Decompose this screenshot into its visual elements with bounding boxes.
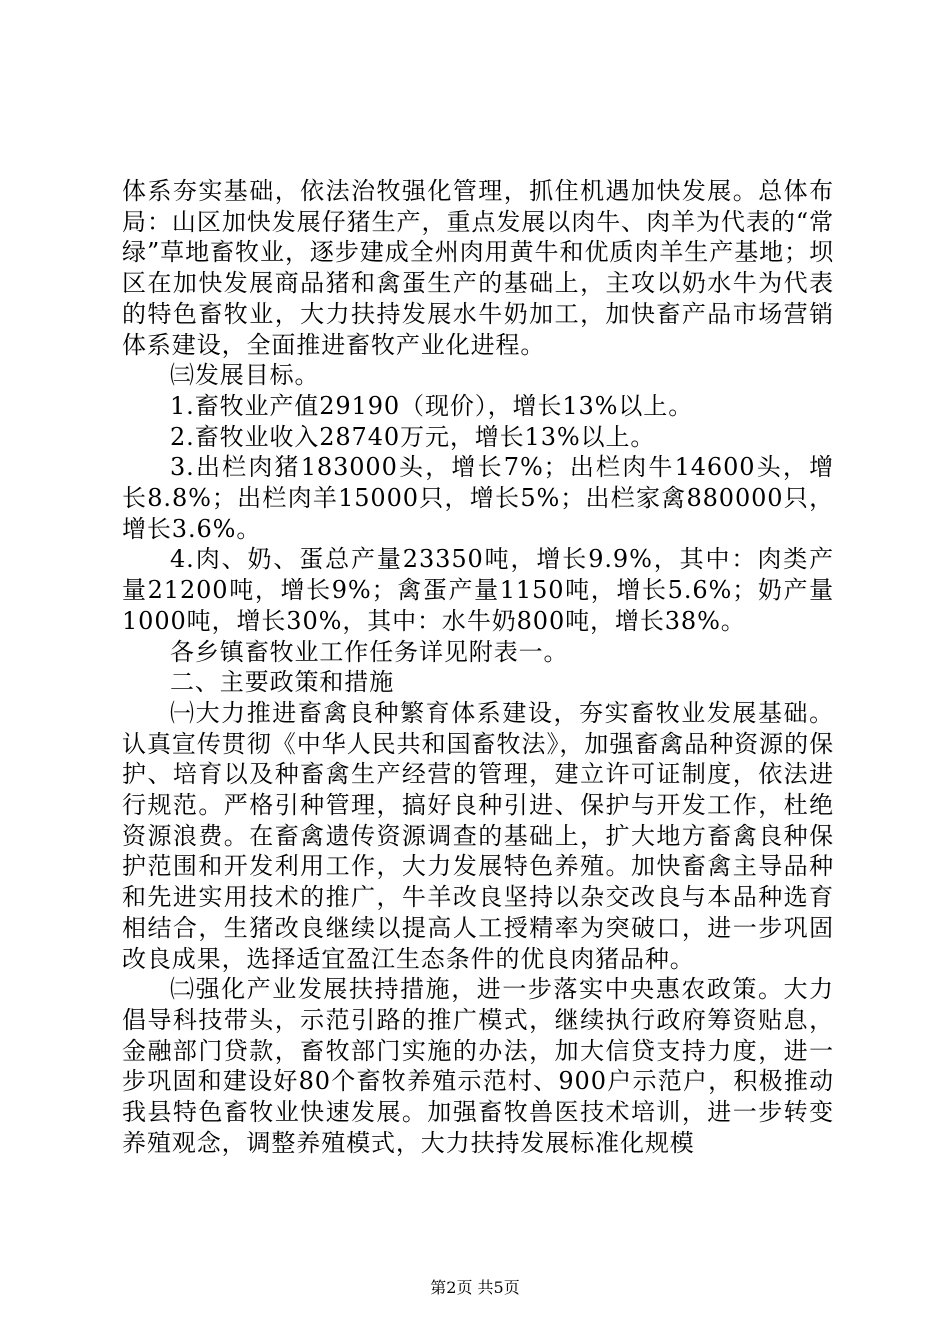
heading-policies-measures: 二、主要政策和措施	[170, 668, 395, 697]
heading-development-goals: ㈢发展目标。	[170, 361, 320, 390]
paragraph-industry-support: ㈡强化产业发展扶持措施，进一步落实中央惠农政策。大力倡导科技带头，示范引路的推广模式，继续执行政府筹资贴息，金融部门贷款，畜牧部门实施的办法，加大信贷支持力度，进一步巩固和建设好80个畜牧养殖示范村、900户示范户，积极推动我县特色畜牧业快速发展。加强畜牧兽医技术培训，进一步转变养殖观念，调整养殖模式，大力扶持发展标准化规模	[122, 975, 834, 1157]
paragraph-task-appendix: 各乡镇畜牧业工作任务详见附表一。	[170, 637, 569, 666]
goal-income: 2.畜牧业收入28740万元，增长13%以上。	[170, 422, 656, 451]
goal-meat-milk-eggs: 4.肉、奶、蛋总产量23350吨，增长9.9%，其中：肉类产量21200吨，增长9%；禽蛋产量1150吨，增长5.6%；奶产量1000吨，增长30%，其中：水牛奶800吨，增长38%。	[122, 545, 834, 635]
paragraph-layout-intro: 体系夯实基础，依法治牧强化管理，抓住机遇加快发展。总体布局：山区加快发展仔猪生产，重点发展以肉牛、肉羊为代表的“常绿”草地畜牧业，逐步建成全州肉用黄牛和优质肉羊生产基地；坝区在加快发展商品猪和禽蛋生产的基础上，主攻以奶水牛为代表的特色畜牧业，大力扶持发展水牛奶加工，加快畜产品市场营销体系建设，全面推进畜牧产业化进程。	[122, 177, 834, 359]
page-number-footer: 第2页 共5页	[430, 1278, 520, 1297]
document-body	[122, 176, 834, 1159]
paragraph-breeding-system: ㈠大力推进畜禽良种繁育体系建设，夯实畜牧业发展基础。认真宣传贯彻《中华人民共和国畜牧法》，加强畜禽品种资源的保护、培育以及种畜禽生产经营的管理，建立许可证制度，依法进行规范。严格引种管理，搞好良种引进、保护与开发工作，杜绝资源浪费。在畜禽遗传资源调查的基础上，扩大地方畜禽良种保护范围和开发利用工作，大力发展特色养殖。加快畜禽主导品种和先进实用技术的推广，牛羊改良坚持以杂交改良与本品种选育相结合，生猪改良继续以提高人工授精率为突破口，进一步巩固改良成果，选择适宜盈江生态条件的优良肉猪品种。	[122, 698, 834, 973]
goal-livestock-slaughter: 3.出栏肉猪183000头，增长7%；出栏肉牛14600头，增长8.8%；出栏肉羊15000只，增长5%；出栏家禽880000只，增长3.6%。	[122, 453, 834, 543]
goal-output-value: 1.畜牧业产值29190（现价），增长13%以上。	[170, 391, 694, 420]
